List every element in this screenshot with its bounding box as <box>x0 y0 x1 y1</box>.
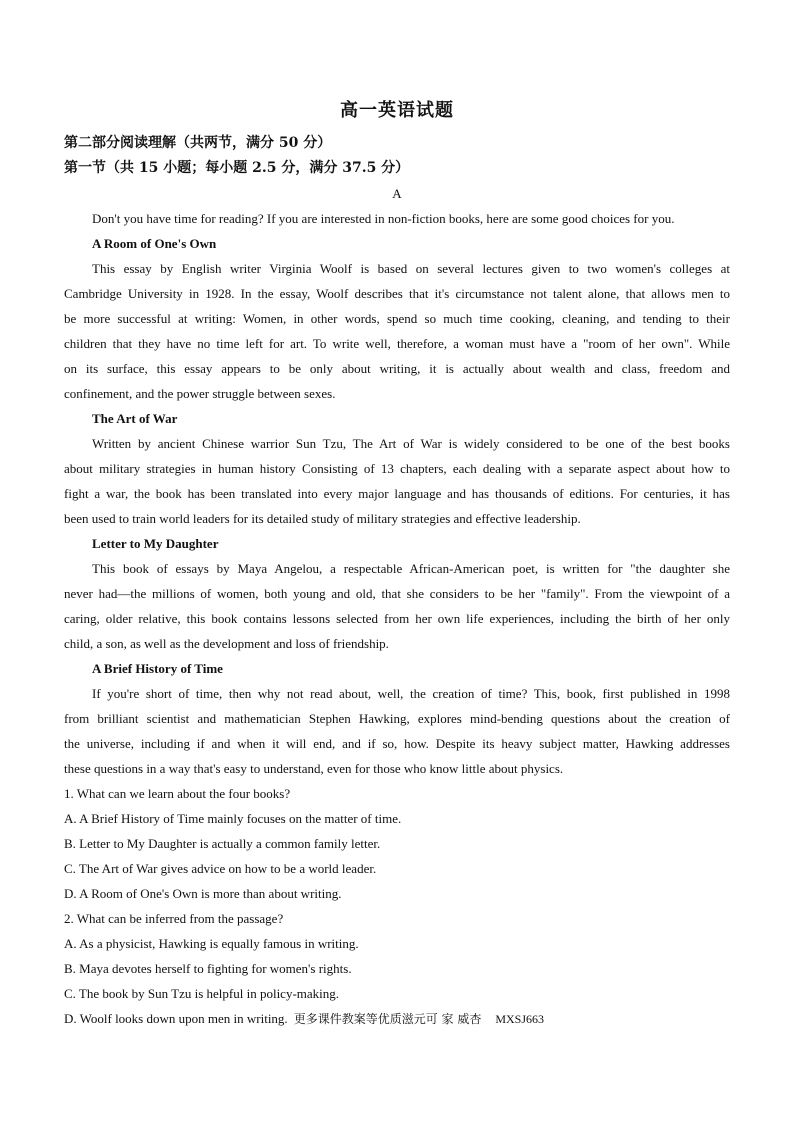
paragraph-line: Cambridge University in 1928. In the essay, Woolf describes that it's circumstance not talent alone, that allows men to <box>64 286 730 301</box>
question-1-option-d[interactable]: D. A Room of One's Own is more than about writing. <box>64 886 342 901</box>
paragraph-line: children that they have no time left for art. To write well, therefore, a woman must have a "room of her own". While <box>64 336 730 351</box>
paragraph-line: on its surface, this essay appears to be only about writing, it is actually about wealth and class, freedom and <box>64 361 730 376</box>
book-title-art-of-war: The Art of War <box>92 411 178 426</box>
paragraph-line: If you're short of time, then why not read about, well, the creation of time? This, book, first published in 1998 <box>92 686 730 701</box>
paragraph-line: been used to train world leaders for its detailed study of military strategies and effective leadership. <box>64 511 581 526</box>
question-2-option-c[interactable]: C. The book by Sun Tzu is helpful in policy-making. <box>64 986 340 1001</box>
paragraph-line: about military strategies in human history Consisting of 13 chapters, each dealing with a separate aspect about how to <box>64 461 730 476</box>
question-2-option-a[interactable]: A. As a physicist, Hawking is equally famous in writing. <box>64 936 359 951</box>
question-2-option-d-row <box>64 1006 730 1031</box>
question-1-stem: 1. What can we learn about the four books? <box>64 786 291 801</box>
paragraph-line: This essay by English writer Virginia Woolf is based on several lectures given to two women's colleges at <box>92 261 730 276</box>
book-title-brief-history: A Brief History of Time <box>92 661 223 676</box>
question-1-option-c[interactable]: C. The Art of War gives advice on how to be a world leader. <box>64 861 377 876</box>
paragraph-line: child, a son, as well as the development and loss of friendship. <box>64 636 389 651</box>
watermark-code: MXSJ663 <box>495 1012 545 1026</box>
paragraph-line: from brilliant scientist and mathematician Stephen Hawking, explores mind-bending questions about the creation of <box>64 711 730 726</box>
paragraph-line: confinement, and the power struggle between sexes. <box>64 386 336 401</box>
question-2-option-b[interactable]: B. Maya devotes herself to fighting for women's rights. <box>64 961 352 976</box>
paragraph-line: never had—the millions of women, both young and old, that she considers to be her "family". From the viewpoint of a <box>64 586 730 601</box>
question-2-stem: 2. What can be inferred from the passage? <box>64 911 284 926</box>
page-title: 高一英语试题 <box>340 100 454 121</box>
paragraph-line: This book of essays by Maya Angelou, a respectable African-American poet, is written for "the daughter she <box>92 561 730 576</box>
question-1-option-a[interactable]: A. A Brief History of Time mainly focuses on the matter of time. <box>64 811 402 826</box>
watermark-message: 更多课件教案等优质滋元可 家 威杏 <box>293 1012 482 1026</box>
passage-label: A <box>392 186 402 201</box>
paragraph-line: the universe, including if and when it will end, and if so, how. Despite its heavy subject matter, Hawking addresses <box>64 736 730 751</box>
book-title-letter: Letter to My Daughter <box>92 536 219 551</box>
paragraph-line: Written by ancient Chinese warrior Sun Tzu, The Art of War is widely considered to be one of the best books <box>92 436 730 451</box>
question-2-option-d[interactable]: D. Woolf looks down upon men in writing. <box>64 1011 288 1026</box>
paragraph-line: fight a war, the book has been translated into every major language and has thousands of editions. For centuries, it has <box>64 486 730 501</box>
paragraph-line: these questions in a way that's easy to understand, even for those who know little about physics. <box>64 761 564 776</box>
paragraph-line: caring, older relative, this book contains lessons selected from her own life experiences, including the birth of her only <box>64 611 730 626</box>
watermark-text <box>294 1012 544 1026</box>
part-heading: 第二部分阅读理解（共两节，满分 50 分） <box>64 135 332 151</box>
paragraph-line: be more successful at writing: Women, in other words, spend so much time cooking, cleaning, and tending to their <box>64 311 730 326</box>
intro-paragraph: Don't you have time for reading? If you are interested in non-fiction books, here are some good choices for you. <box>92 211 675 226</box>
book-title-room: A Room of One's Own <box>92 236 217 251</box>
reading-passage <box>64 181 730 1031</box>
section-heading: 第一节（共 15 小题；每小题 2.5 分，满分 37.5 分） <box>64 160 410 176</box>
question-1-option-b[interactable]: B. Letter to My Daughter is actually a common family letter. <box>64 836 381 851</box>
